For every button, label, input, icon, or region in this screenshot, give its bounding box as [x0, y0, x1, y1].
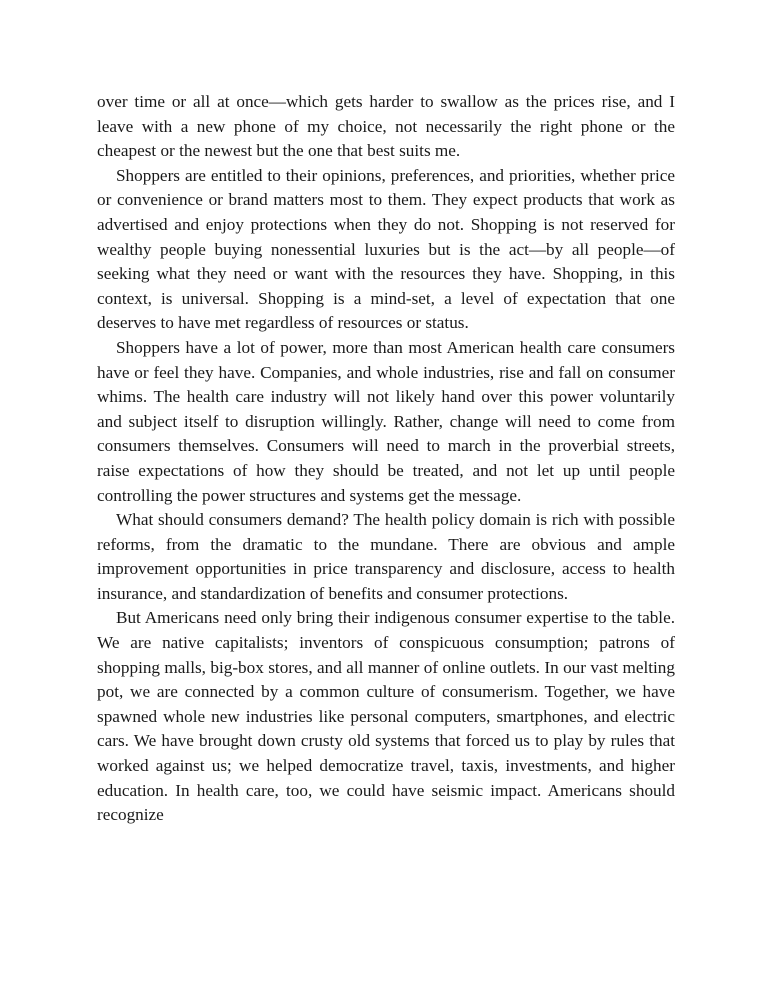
- paragraph-shoppers-entitled: Shoppers are entitled to their opinions, preferences, and priorities, whether price or convenience or brand matters most to them. They expect products that work as advertised and enjoy protections when they do not. Shopping is not reserved for wealthy people buying nonessential luxuries but is the act—by all people—of seeking what they need or want with the resources they have. Shopping, in this context, is universal. Shopping is a mind-set, a level of expectation that one deserves to have met regardless of resources or status.: [97, 165, 675, 333]
- paragraph-consumer-demands: What should consumers demand? The health policy domain is rich with possible reforms, from the dramatic to the mundane. There are obvious and ample improvement opportunities in price transparency and disclosure, access to health insurance, and standardization of benefits and consumer protections.: [97, 510, 675, 603]
- document-page: [97, 90, 675, 828]
- paragraph-consumer-expertise: But Americans need only bring their indigenous consumer expertise to the table. We are native capitalists; inventors of conspicuous consumption; patrons of shopping malls, big-box stores, and all manner of online outlets. In our vast melting pot, we are connected by a common culture of consumerism. Together, we have spawned whole new industries like personal computers, smartphones, and electric cars. We have brought down crusty old systems that forced us to play by rules that worked against us; we helped democratize travel, taxis, investments, and higher education. In health care, too, we could have seismic impact. Americans should recognize: [97, 608, 675, 825]
- paragraph-continuation: over time or all at once—which gets harder to swallow as the prices rise, and I leave with a new phone of my choice, not necessarily the right phone or the cheapest or the newest but the one that best suits me.: [97, 92, 675, 161]
- paragraph-shoppers-power: Shoppers have a lot of power, more than most American health care consumers have or feel they have. Companies, and whole industries, rise and fall on consumer whims. The health care industry will not likely hand over this power voluntarily and subject itself to disruption willingly. Rather, change will need to come from consumers themselves. Consumers will need to march in the proverbial streets, raise expectations of how they should be treated, and not let up until people controlling the power structures and systems get the message.: [97, 337, 675, 505]
